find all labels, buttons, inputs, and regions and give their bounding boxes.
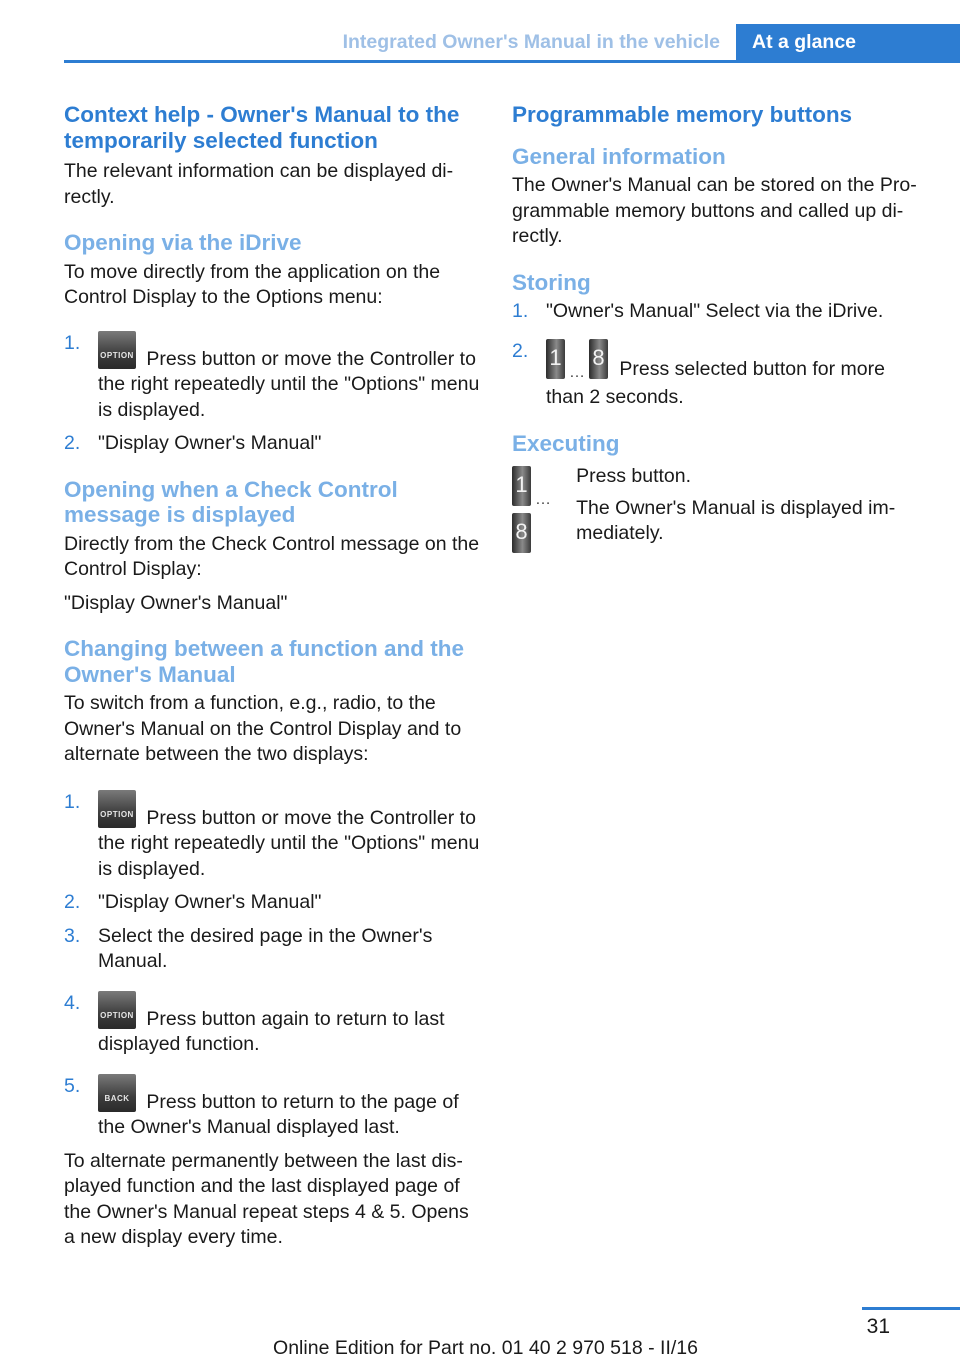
step-number: 2. [512,339,529,362]
list-item [64,924,480,975]
list-item [512,339,918,411]
step-number: 1. [64,331,81,354]
alternate-text: To alternate permanently between the last dis‐played function and the last displayed page of the Owner's Manual repeat steps 4 & 5. Opens a new display every time. [64,1149,469,1248]
step-number: 5. [64,1074,81,1097]
executing-result-text: The Owner's Manual is displayed im‐mediately. [576,496,896,544]
list-item [64,331,480,424]
memory-button-1-icon: 1 [512,466,531,506]
option-button-icon: OPTION [98,790,136,828]
step-text: "Display Owner's Manual" [98,432,322,454]
step-text: Press selected button for more than 2 seconds. [546,357,885,408]
header-section-title: Integrated Owner's Manual in the vehicle [342,31,720,53]
check-control-text: Directly from the Check Control message on the Control Display: [64,532,480,580]
changing-steps [64,790,480,1141]
footer-edition: Online Edition for Part no. 01 40 2 970 518 - II/16 [273,1337,698,1359]
memory-buttons-group [512,466,564,556]
step-text: Select the desired page in the Owner's Manual. [98,924,433,972]
step-number: 4. [64,991,81,1014]
step-text: Press button or move the Controller to the right repeatedly until the "Options" menu is displayed. [98,347,480,421]
heading-opening-via-idrive: Opening via the iDrive [64,230,302,255]
step-number: 1. [64,790,81,813]
list-item [64,1074,480,1141]
list-item [64,431,480,457]
general-information-text: The Owner's Manual can be stored on the Pro‐grammable memory buttons and called up di‐rectly. [512,174,917,247]
step-text: Press button to return to the page of the Owner's Manual displayed last. [98,1090,459,1138]
step-number: 2. [64,891,81,913]
option-button-icon: OPTION [98,991,136,1029]
memory-button-8-icon: 8 [589,339,608,379]
memory-button-1-icon: 1 [546,339,565,379]
footer-rule [862,1307,960,1310]
step-text: Press button or move the Controller to the right repeatedly until the "Options" menu is displayed. [98,806,480,880]
heading-changing-function: Changing between a function and the Owner's Manual [64,636,465,687]
option-button-icon: OPTION [98,331,136,369]
list-item [512,299,918,325]
executing-block [512,464,918,556]
step-text: "Owner's Manual" Select via the iDrive. [546,300,884,322]
check-control-menu-item: "Display Owner's Manual" [64,591,288,614]
header-rule [64,60,960,63]
page-header [64,0,960,62]
step-number: 3. [64,924,81,947]
step-text: Press button again to return to last displayed function. [98,1007,445,1055]
ellipsis-icon: … [535,491,551,508]
changing-intro-text: To switch from a function, e.g., radio, to the Owner's Manual on the Control Display and to alternate between the two displays: [64,692,462,765]
step-number: 2. [64,432,81,454]
list-item [64,890,480,916]
step-number: 1. [512,300,529,322]
context-help-text: The relevant information can be displayed di‐rectly. [64,160,454,208]
step-text: "Display Owner's Manual" [98,891,322,913]
list-item [64,991,480,1058]
press-button-text: Press button. [576,465,692,487]
executing-text [576,464,918,547]
ellipsis-icon: … [569,363,585,381]
storing-steps [512,299,918,411]
heading-context-help: Context help - Owner's Manual to the temporarily selected function [64,102,460,153]
right-column [512,102,918,556]
idrive-steps [64,331,480,457]
heading-programmable-memory: Programmable memory buttons [512,102,853,127]
back-button-icon: BACK [98,1074,136,1112]
header-tab-at-a-glance[interactable]: At a glance [736,24,960,62]
heading-executing: Executing [512,430,620,456]
heading-storing: Storing [512,269,591,295]
heading-general-information: General information [512,143,726,169]
left-column [64,102,480,1259]
list-item [64,790,480,883]
page-number: 31 [866,1315,890,1338]
heading-check-control: Opening when a Check Control message is displayed [64,476,398,527]
idrive-intro-text: To move directly from the application on the Control Display to the Options menu: [64,260,441,308]
memory-button-8-icon: 8 [512,513,531,553]
